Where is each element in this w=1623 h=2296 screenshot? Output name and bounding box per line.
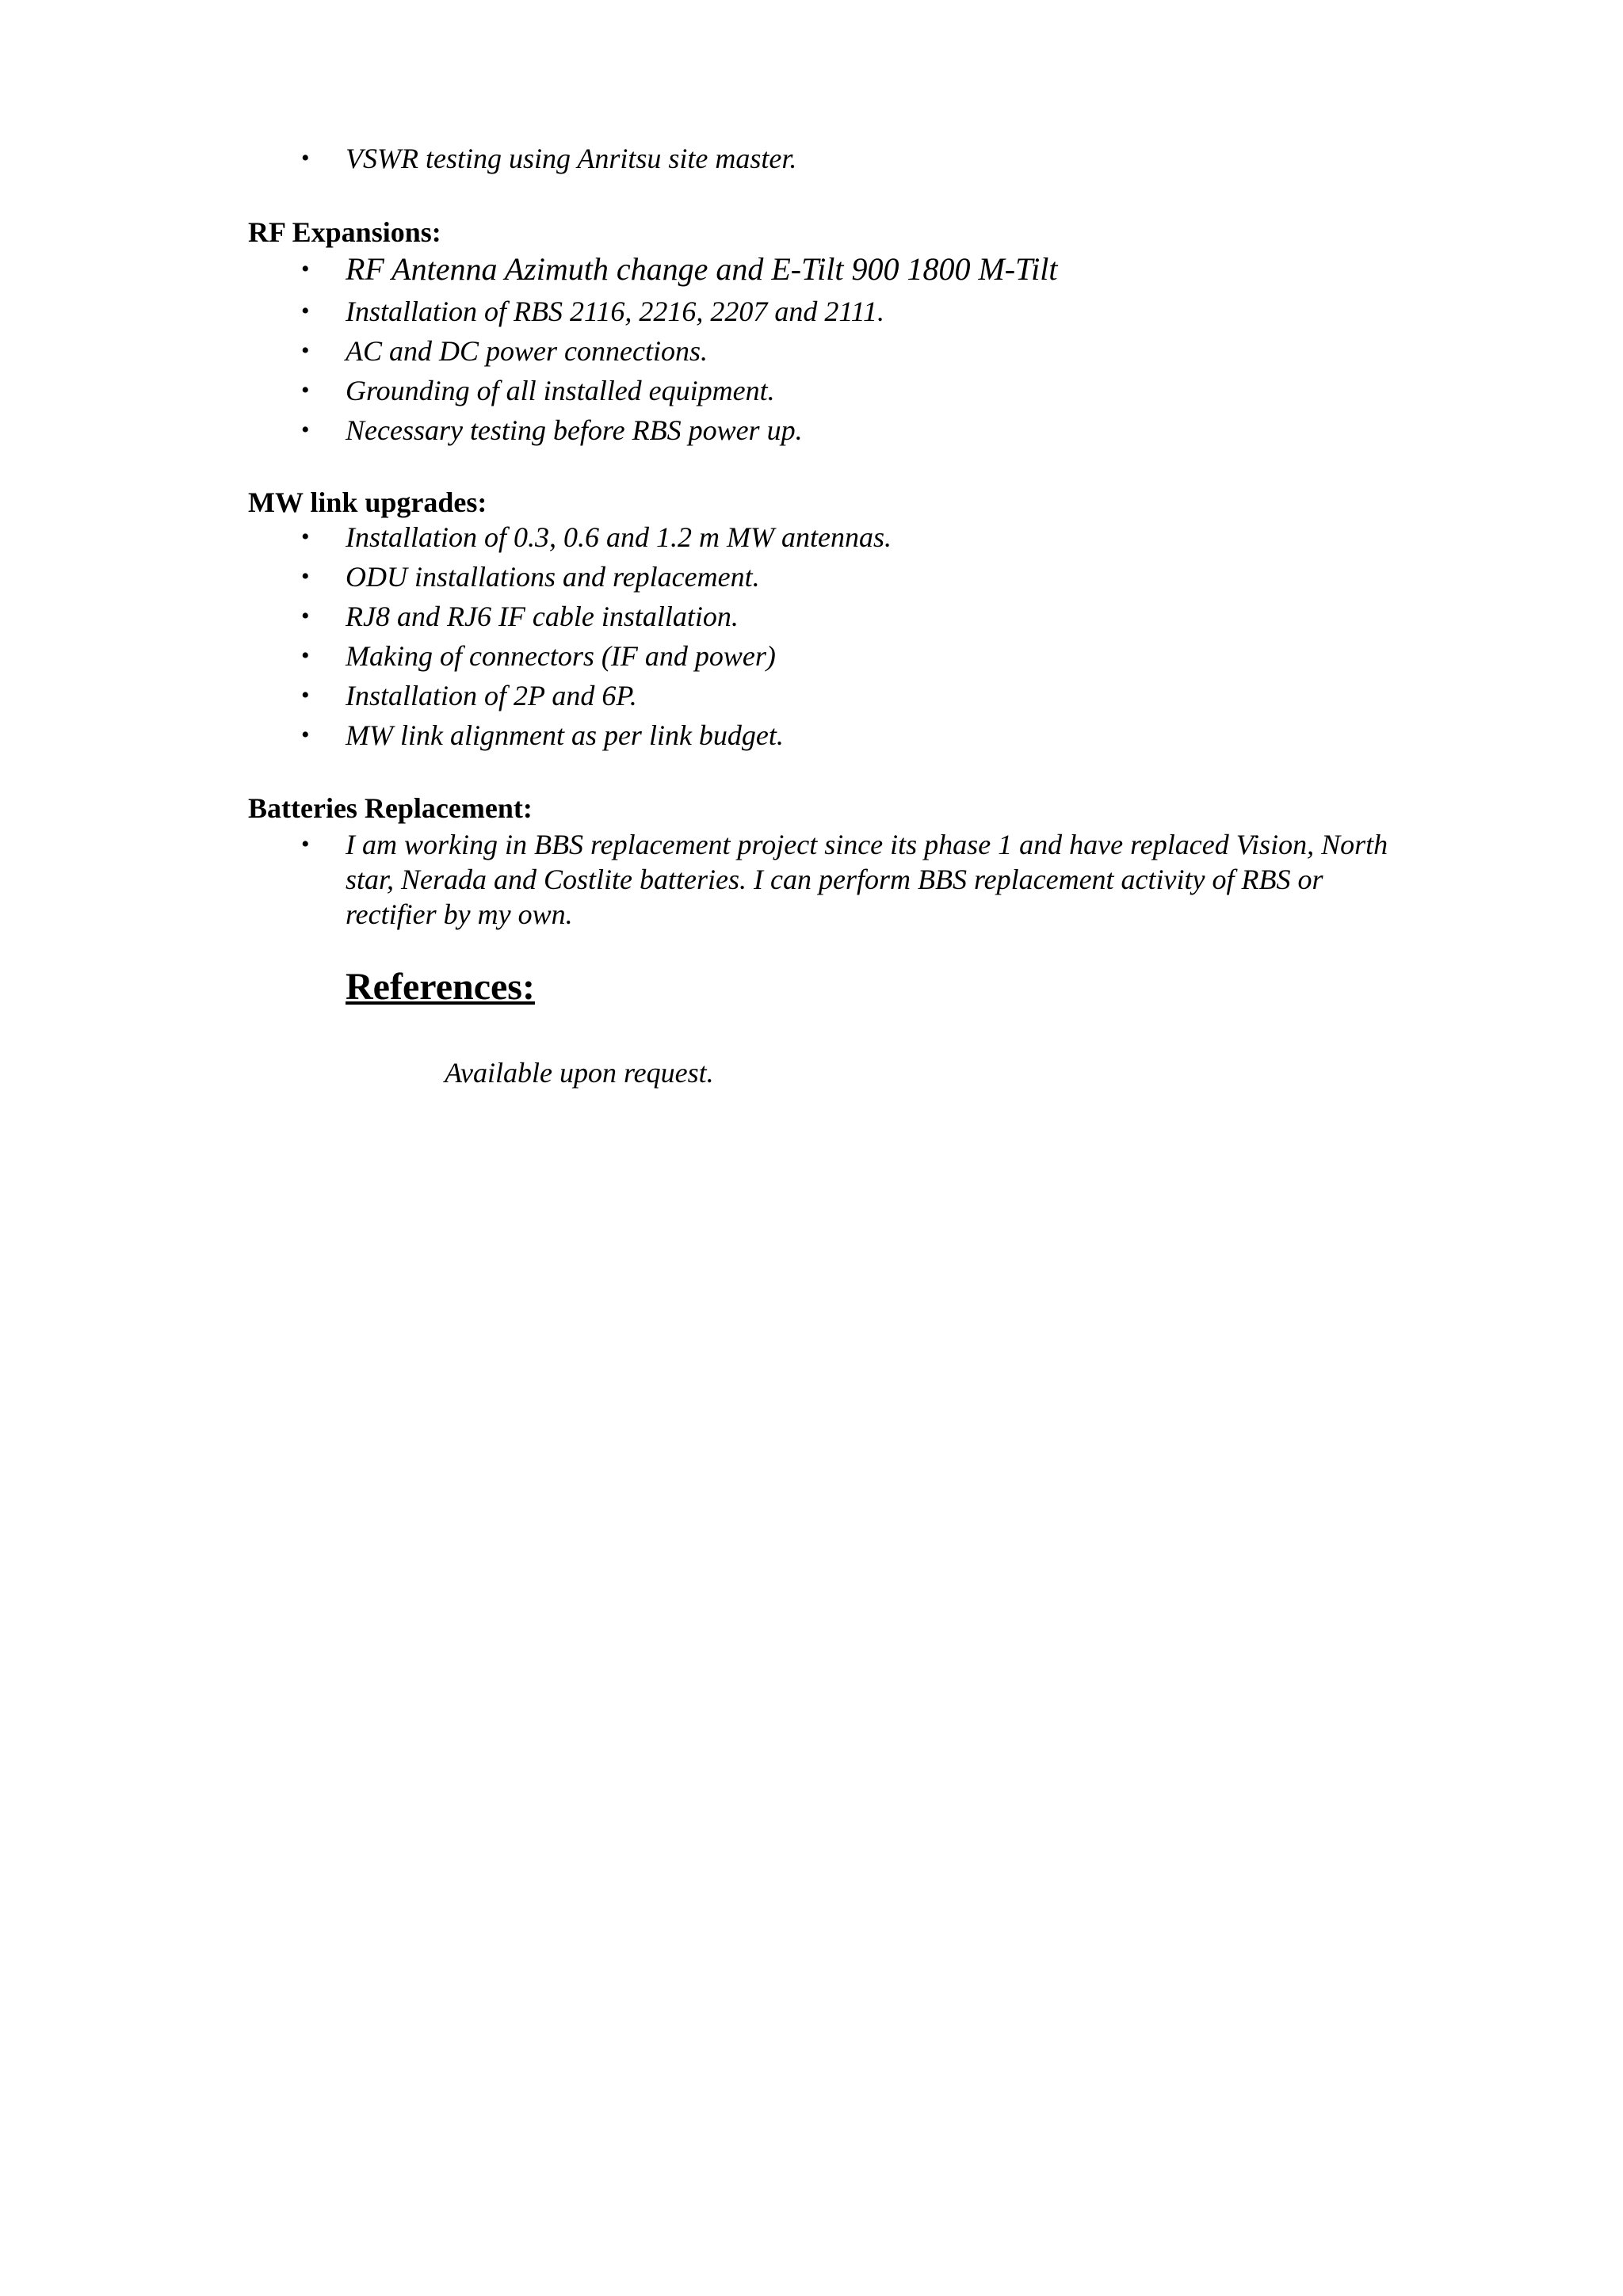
bullet-icon: • bbox=[301, 298, 310, 324]
list-item-text: VSWR testing using Anritsu site master. bbox=[346, 143, 797, 174]
list-item bbox=[301, 294, 884, 329]
list-item bbox=[301, 639, 776, 673]
list-item-text: Installation of RBS 2116, 2216, 2207 and 2111. bbox=[346, 296, 884, 327]
bullet-icon: • bbox=[301, 145, 310, 171]
list-item-text: I am working in BBS replacement project since its phase 1 and have replaced Vision, North star, Nerada and Costlite batteries. I can perform BBS replacement activity of RBS or rectifier by my own. bbox=[346, 829, 1388, 930]
rf-expansions-heading: RF Expansions: bbox=[248, 216, 441, 248]
list-item bbox=[301, 599, 739, 634]
bullet-icon: • bbox=[301, 831, 310, 857]
list-item-text: RJ8 and RJ6 IF cable installation. bbox=[346, 601, 739, 632]
list-item-text: MW link alignment as per link budget. bbox=[346, 719, 784, 751]
references-text: Available upon request. bbox=[445, 1057, 714, 1089]
list-item bbox=[301, 334, 708, 368]
bullet-icon: • bbox=[301, 417, 310, 443]
list-item bbox=[301, 827, 1392, 932]
list-item bbox=[301, 520, 892, 555]
list-item-text: Installation of 0.3, 0.6 and 1.2 m MW antennas. bbox=[346, 521, 892, 553]
list-item-text: Necessary testing before RBS power up. bbox=[346, 414, 803, 446]
bullet-icon: • bbox=[301, 722, 310, 748]
bullet-icon: • bbox=[301, 338, 310, 364]
list-item-text: Installation of 2P and 6P. bbox=[346, 680, 637, 711]
bullet-icon: • bbox=[301, 643, 310, 669]
bullet-icon: • bbox=[301, 682, 310, 708]
bullet-icon: • bbox=[301, 377, 310, 403]
list-item-text: Making of connectors (IF and power) bbox=[346, 640, 776, 672]
batteries-heading: Batteries Replacement: bbox=[248, 792, 533, 824]
list-item bbox=[301, 251, 1058, 287]
list-item-text: ODU installations and replacement. bbox=[346, 561, 760, 593]
bullet-icon: • bbox=[301, 524, 310, 550]
references-heading: References: bbox=[346, 966, 535, 1008]
list-item-text: RF Antenna Azimuth change and E-Tilt 900 1800 M-Tilt bbox=[346, 251, 1058, 287]
list-item-text: AC and DC power connections. bbox=[346, 335, 708, 367]
list-item bbox=[301, 718, 784, 753]
list-item bbox=[301, 678, 637, 713]
list-item-text: Grounding of all installed equipment. bbox=[346, 375, 775, 406]
bullet-icon: • bbox=[301, 256, 310, 282]
bullet-icon: • bbox=[301, 563, 310, 589]
mw-link-heading: MW link upgrades: bbox=[248, 486, 487, 518]
list-item bbox=[301, 559, 760, 594]
list-item bbox=[301, 413, 803, 448]
list-item bbox=[301, 373, 775, 408]
list-item bbox=[301, 141, 797, 176]
bullet-icon: • bbox=[301, 603, 310, 629]
